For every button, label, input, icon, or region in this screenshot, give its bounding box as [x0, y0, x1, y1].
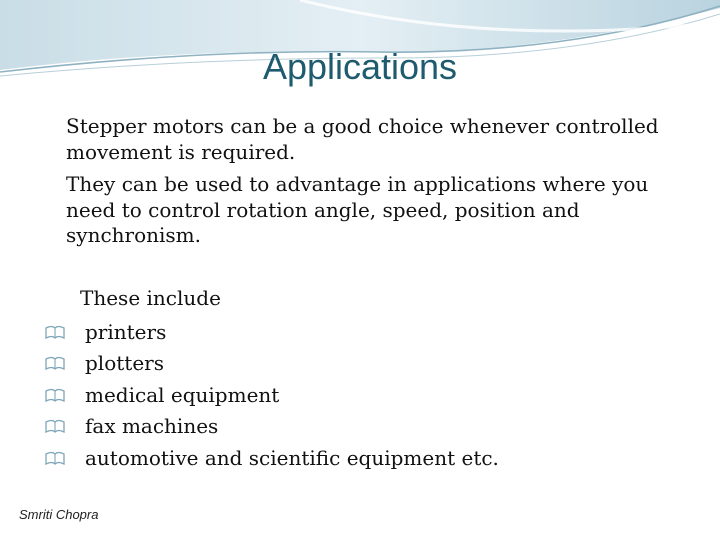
list-item	[44, 379, 499, 411]
paragraph-1: Stepper motors can be a good choice whenever controlled movement is required.	[66, 114, 659, 164]
footer-author: Smriti Chopra	[19, 507, 99, 522]
book-icon	[44, 451, 66, 465]
list-item-label: fax machines	[85, 414, 219, 439]
applications-list	[44, 316, 499, 474]
list-item-label: printers	[85, 319, 167, 344]
book-icon	[44, 419, 66, 433]
list-item	[44, 348, 499, 380]
list-item	[44, 411, 499, 443]
slide-title: Applications	[262, 46, 458, 87]
list-item-label: plotters	[85, 351, 164, 376]
list-intro: These include	[80, 286, 221, 310]
list-item	[44, 442, 499, 474]
list-item-label: automotive and scientific equipment etc.	[85, 445, 499, 470]
paragraph-2: They can be used to advantage in applications where you need to control rotation angle, speed, position and synchronism.	[66, 172, 649, 247]
list-item	[44, 316, 499, 348]
book-icon	[44, 356, 66, 370]
list-item-label: medical equipment	[85, 382, 280, 407]
book-icon	[44, 388, 66, 402]
book-icon	[44, 325, 66, 339]
